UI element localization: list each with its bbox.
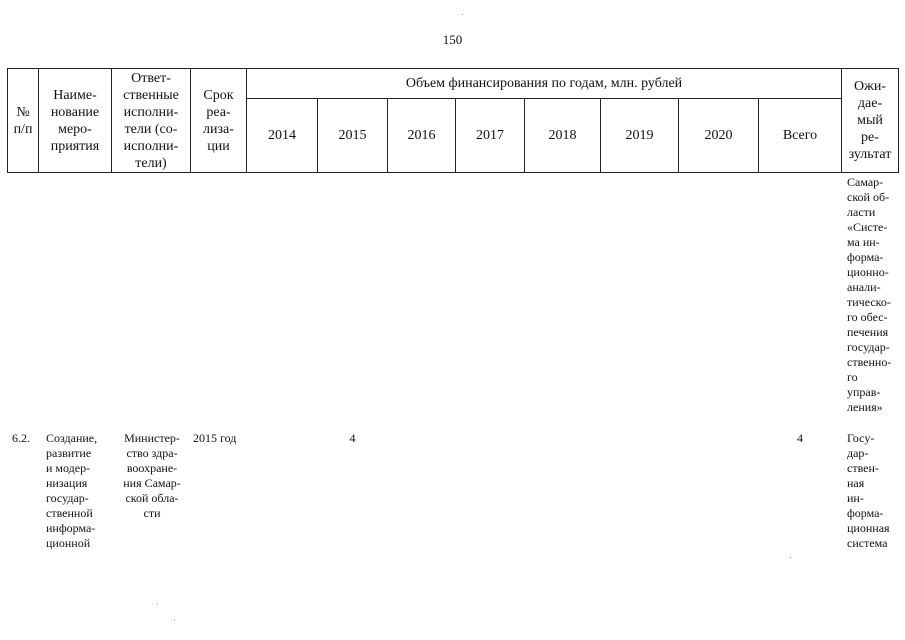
row-name: Создание, развитие и модер- низация государ- ственной информа- ционной — [46, 431, 98, 550]
page-number: 150 — [442, 32, 463, 47]
continuation-result-text: Самар- ской об- ласти «Систе- ма ин- форма- ционно- анали- тическо- го обес- печения государ- ственно- го управ- ления» — [847, 175, 892, 414]
row-value-2015: 4 — [349, 431, 356, 445]
header-year-2015: 2015 — [338, 128, 367, 143]
header-deadline: Срок реа- лиза- ции — [203, 87, 234, 154]
scan-speck — [462, 14, 463, 15]
scan-speck — [174, 620, 175, 621]
header-total: Всего — [782, 128, 818, 143]
row-total: 4 — [797, 431, 803, 445]
row-responsible: Министер- ство здра- воохране- ния Самар- ской обла- сти — [123, 431, 181, 520]
col-line-13 — [898, 68, 899, 173]
header-year-2019: 2019 — [625, 128, 654, 143]
header-result: Ожи- дае- мый ре- зультат — [848, 79, 892, 162]
header-year-2017: 2017 — [476, 128, 504, 143]
header-number: № п/п — [13, 104, 33, 137]
header-year-2016: 2016 — [407, 128, 436, 143]
row-number: 6.2. — [12, 431, 30, 445]
row-deadline: 2015 год — [193, 431, 237, 445]
header-year-2018: 2018 — [548, 128, 577, 143]
header-name: Наиме- нование меро- приятия — [50, 87, 100, 154]
header-year-2014: 2014 — [268, 128, 296, 143]
header-responsible: Ответ- ственные исполни- тели (со- исполни- тели) — [123, 70, 179, 171]
header-year-2020: 2020 — [704, 128, 733, 143]
row-result: Госу- дар- ствен- ная ин- форма- ционная система — [847, 431, 890, 550]
table-header-bottom-border — [7, 172, 899, 173]
scan-speck — [790, 557, 791, 558]
header-financing: Объем финансирования по годам, млн. рублей — [405, 76, 683, 91]
scan-speck — [157, 604, 158, 605]
